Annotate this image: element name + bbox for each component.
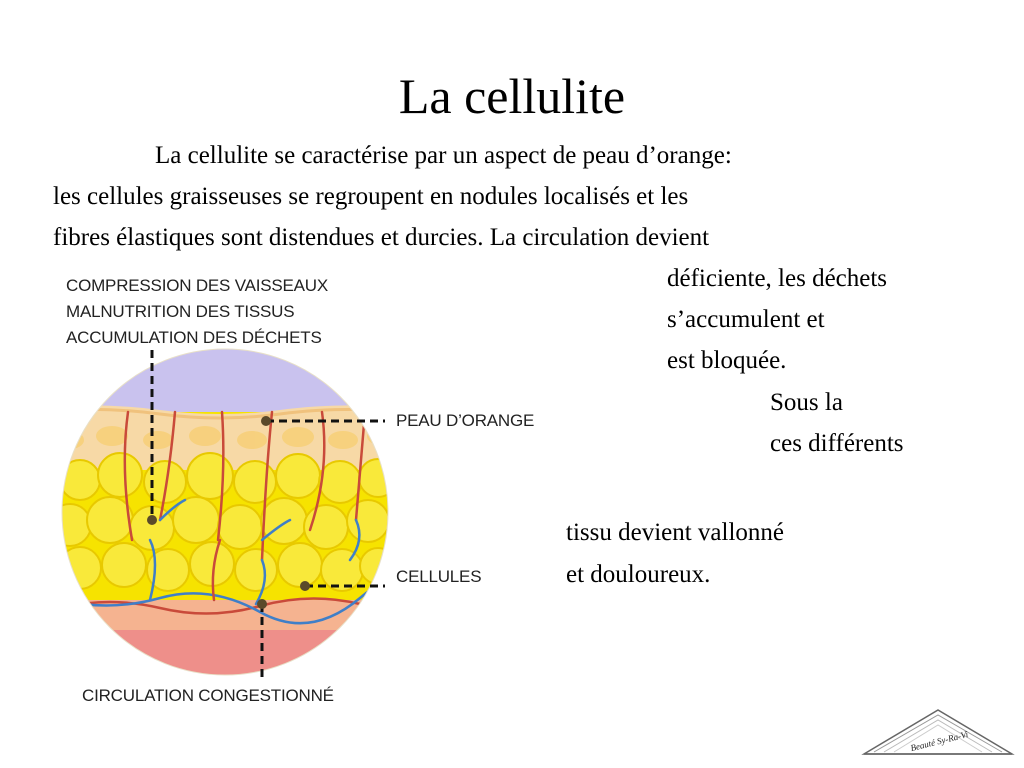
label-peau-orange: PEAU D’ORANGE [396, 411, 535, 430]
body-line-1: La cellulite se caractérise par un aspect de peau d’orange: [155, 142, 732, 169]
body-line-3: fibres élastiques sont distendues et durcies. La circulation devient [53, 224, 710, 251]
body-line-5: s’accumulent et [667, 306, 825, 333]
body-line-8: ces différents [770, 430, 904, 457]
body-line-10: et douloureux. [566, 561, 711, 588]
brand-logo [860, 706, 1016, 758]
label-cellules: CELLULES [396, 567, 482, 586]
body-line-6: est bloquée. [667, 347, 787, 374]
body-line-4: déficiente, les déchets [667, 265, 888, 292]
slide-title: La cellulite [398, 68, 626, 124]
body-line-2: les cellules graisseuses se regroupent en nodules localisés et les [53, 183, 689, 210]
label-compression: COMPRESSION DES VAISSEAUX [66, 276, 329, 295]
label-circulation: CIRCULATION CONGESTIONNÉ [82, 686, 334, 705]
label-malnutrition: MALNUTRITION DES TISSUS [66, 302, 295, 321]
body-line-9: tissu devient vallonné [566, 519, 785, 546]
label-accumulation: ACCUMULATION DES DÉCHETS [66, 328, 322, 347]
body-line-7: Sous la [770, 389, 843, 416]
logo-text: Beauté Sy-Ra-Vi [909, 729, 970, 754]
